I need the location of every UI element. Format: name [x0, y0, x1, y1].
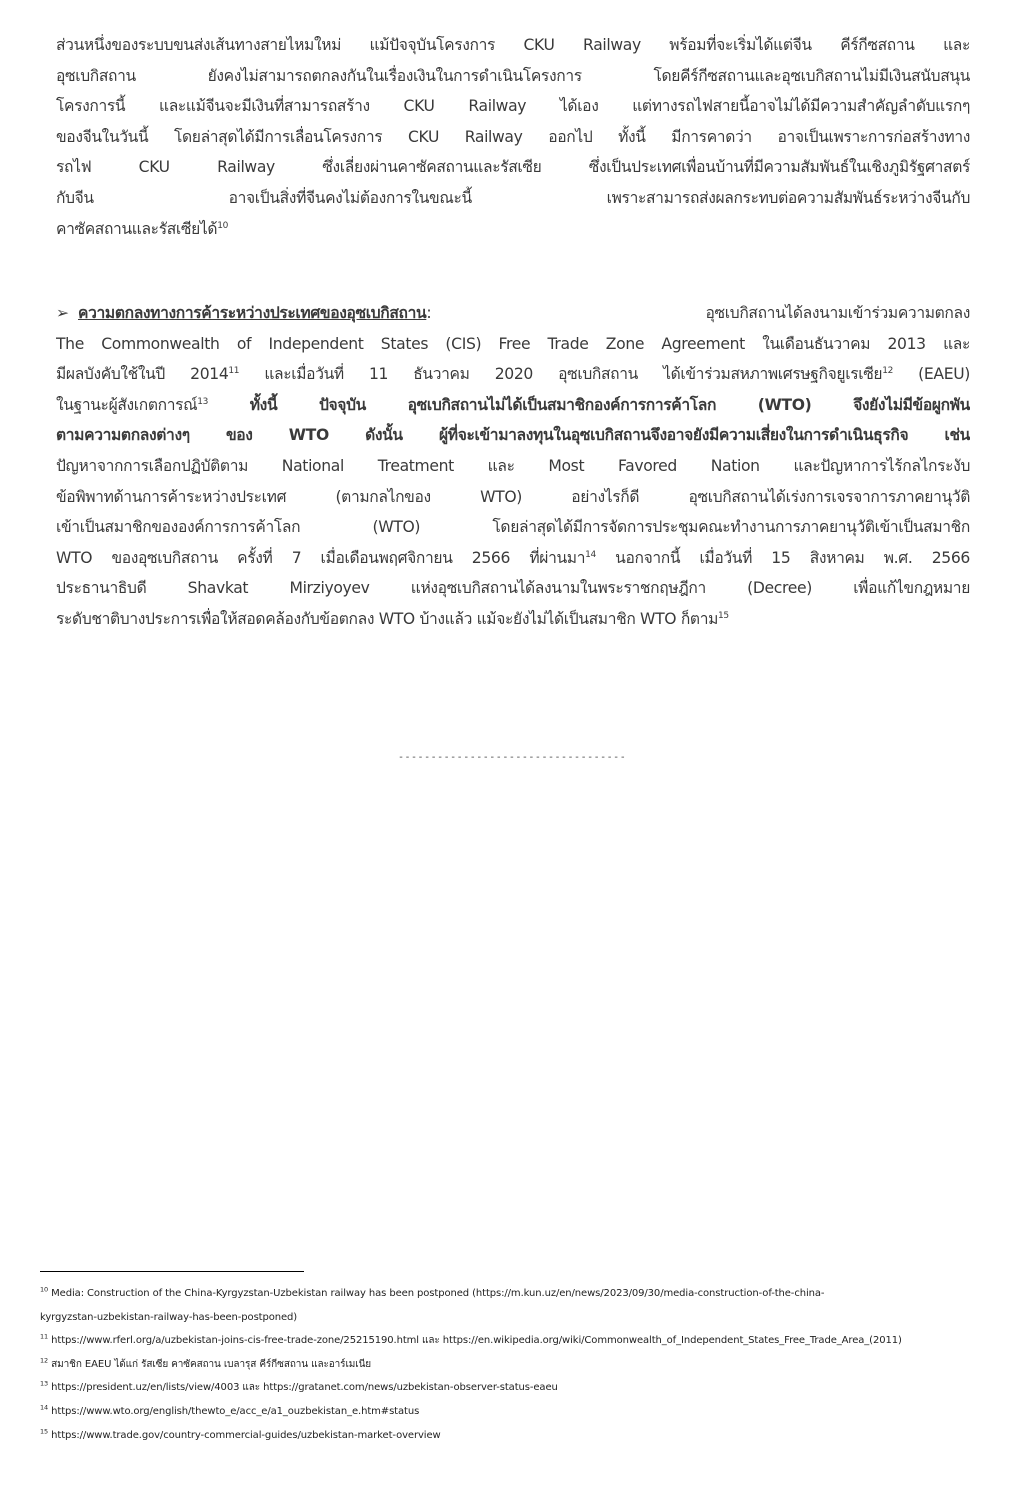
footnote-ref: 11 [228, 366, 240, 376]
text-line: ตามความตกลงต่างๆ ของ WTO ดังนั้น ผู้ที่จะเข้ามาลงทุนในอุซเบกิสถานจึงอาจยังมีความเสี่ยงในการดำเนินธุรกิจ เช่น [56, 426, 970, 445]
text-line [56, 298, 970, 329]
footnote-divider [40, 1271, 304, 1272]
text-line: ปัญหาจากการเลือกปฏิบัติตาม National Treatment และ Most Favored Nation และปัญหาการไร้กลไกระงับ [56, 456, 970, 475]
footnote-item [40, 1329, 980, 1353]
text-line [56, 359, 970, 390]
footnote-item [40, 1424, 980, 1448]
footnote-number: 13 [40, 1380, 49, 1389]
footnote-item [40, 1376, 980, 1400]
text-run: และเมื่อวันที่ 11 ธันวาคม 2020 อุซเบกิสถาน ได้เข้าร่วมสหภาพเศรษฐกิจยูเรเซีย [239, 365, 883, 384]
footnotes-list [40, 1282, 980, 1447]
footnote-ref: 10 [217, 220, 228, 231]
paragraph-cku-railway [56, 30, 970, 244]
text-line: รถไฟ CKU Railway ซึ่งเลี่ยงผ่านคาซัคสถานและรัสเซีย ซึ่งเป็นประเทศเพื่อนบ้านที่มีความสัมพันธ์ในเชิงภูมิรัฐศาสตร์ [56, 158, 970, 177]
bullet-arrow-icon: ➢ [56, 304, 69, 322]
footnote-text: https://www.trade.gov/country-commercial-guides/uzbekistan-market-overview [48, 1429, 441, 1441]
text-run: ระดับชาติบางประการเพื่อให้สอดคล้องกับข้อตกลง WTO บ้างแล้ว แม้จะยังไม่ได้เป็นสมาชิก WTO ก็ตาม [56, 609, 719, 628]
text-run: นอกจากนี้ เมื่อวันที่ 15 สิงหาคม พ.ศ. 2566 [595, 548, 970, 567]
text-line: ส่วนหนึ่งของระบบขนส่งเส้นทางสายไหมใหม่ แม้ปัจจุบันโครงการ CKU Railway พร้อมที่จะเริ่มได้แต่จีน คีร์กีซสถาน และ [56, 36, 970, 54]
footnote-number: 11 [40, 1332, 49, 1341]
footnote-text: https://www.rferl.org/a/uzbekistan-joins-cis-free-trade-zone/25215190.html และ https://en.wikipedia.org/wiki/Commonwealth_of_Independent_States_Free_Trade_Area_(2011) [48, 1335, 902, 1347]
text-line [56, 604, 970, 635]
text-line [56, 214, 970, 245]
footnote-text: https://president.uz/en/lists/view/4003 และ https://gratanet.com/news/uzbekistan-observer-status-eaeu [48, 1382, 558, 1394]
footnote-text: https://www.wto.org/english/thewto_e/acc_e/a1_ouzbekistan_e.htm#status [48, 1405, 420, 1417]
footnote-ref: 15 [718, 610, 729, 621]
text-run: อุซเบกิสถานได้ลงนามเข้าร่วมความตกลง [431, 304, 970, 322]
footnote-number: 10 [40, 1285, 49, 1294]
text-run: WTO ของอุซเบกิสถาน ครั้งที่ 7 เมื่อเดือนพฤศจิกายน 2566 ที่ผ่านมา [56, 548, 586, 567]
text-line: กับจีน อาจเป็นสิ่งที่จีนคงไม่ต้องการในขณะนี้ เพราะสามารถส่งผลกระทบต่อความสัมพันธ์ระหว่างจีนกับ [56, 188, 970, 207]
section-heading: ความตกลงทางการค้าระหว่างประเทศของอุซเบกิสถาน [78, 304, 427, 322]
footnote-item [40, 1353, 980, 1377]
text-line: ของจีนในวันนี้ โดยล่าสุดได้มีการเลื่อนโครงการ CKU Railway ออกไป ทั้งนี้ มีการคาดว่า อาจเป็นเพราะการก่อสร้างทาง [56, 127, 970, 146]
heading-colon: : [426, 304, 432, 322]
section-separator: ----------------------------------- [398, 752, 627, 763]
text-line: เข้าเป็นสมาชิกขององค์การการค้าโลก (WTO) โดยล่าสุดได้มีการจัดการประชุมคณะทำงานการภาคยานุวัติเข้าเป็นสมาชิก [56, 518, 970, 537]
text-line: อุซเบกิสถาน ยังคงไม่สามารถตกลงกันในเรื่องเงินในการดำเนินโครงการ โดยคีร์กีซสถานและอุซเบกิสถานไม่มีเงินสนับสนุน [56, 66, 970, 85]
text-line: ประธานาธิบดี Shavkat Mirziyoyev แห่งอุซเบกิสถานได้ลงนามในพระราชกฤษฎีกา (Decree) เพื่อแก้ไขกฎหมาย [56, 579, 970, 598]
footnote-number: 12 [40, 1356, 49, 1365]
footnote-number: 14 [40, 1403, 49, 1412]
footnote-text: Media: Construction of the China-Kyrgyzstan-Uzbekistan railway has been postponed (https://m.kun.uz/en/news/2023/09/30/media-construction-of-the-china- [48, 1288, 825, 1299]
text-line: The Commonwealth of Independent States (CIS) Free Trade Zone Agreement ในเดือนธันวาคม 2013 และ [56, 334, 970, 353]
footnote-text: kyrgyzstan-uzbekistan-railway-has-been-postponed) [40, 1311, 298, 1323]
text-run: ทั้งนี้ ปัจจุบัน อุซเบกิสถานไม่ได้เป็นสมาชิกองค์การการค้าโลก (WTO) จึงยังไม่มีข้อผูกพัน [208, 395, 970, 414]
footnote-ref: 13 [197, 396, 209, 407]
paragraph-trade-agreements [56, 298, 970, 635]
footnote-ref: 14 [585, 549, 596, 560]
text-line [56, 390, 970, 421]
footnote-item [40, 1400, 980, 1424]
text-run: ในฐานะผู้สังเกตการณ์ [56, 395, 198, 414]
text-line [56, 543, 970, 574]
text-run: (EAEU) [893, 365, 970, 384]
text-line-content: คาซัคสถานและรัสเซียได้ [56, 219, 218, 238]
footnote-item [40, 1282, 980, 1306]
text-line: โครงการนี้ และแม้จีนจะมีเงินที่สามารถสร้าง CKU Railway ได้เอง แต่ทางรถไฟสายนี้อาจไม่ได้มีความสำคัญลำดับแรกๆ [56, 97, 970, 116]
footnote-item [40, 1306, 980, 1330]
footnote-ref: 12 [882, 366, 893, 376]
text-run: มีผลบังคับใช้ในปี 2014 [56, 365, 229, 384]
text-line: ข้อพิพาทด้านการค้าระหว่างประเทศ (ตามกลไกของ WTO) อย่างไรก็ดี อุซเบกิสถานได้เร่งการเจรจาการภาคยานุวัติ [56, 487, 970, 506]
footnote-number: 15 [40, 1427, 49, 1436]
footnote-text: สมาชิก EAEU ได้แก่ รัสเซีย คาซัคสถาน เบลารุส คีร์กีซสถาน และอาร์เมเนีย [48, 1358, 372, 1370]
